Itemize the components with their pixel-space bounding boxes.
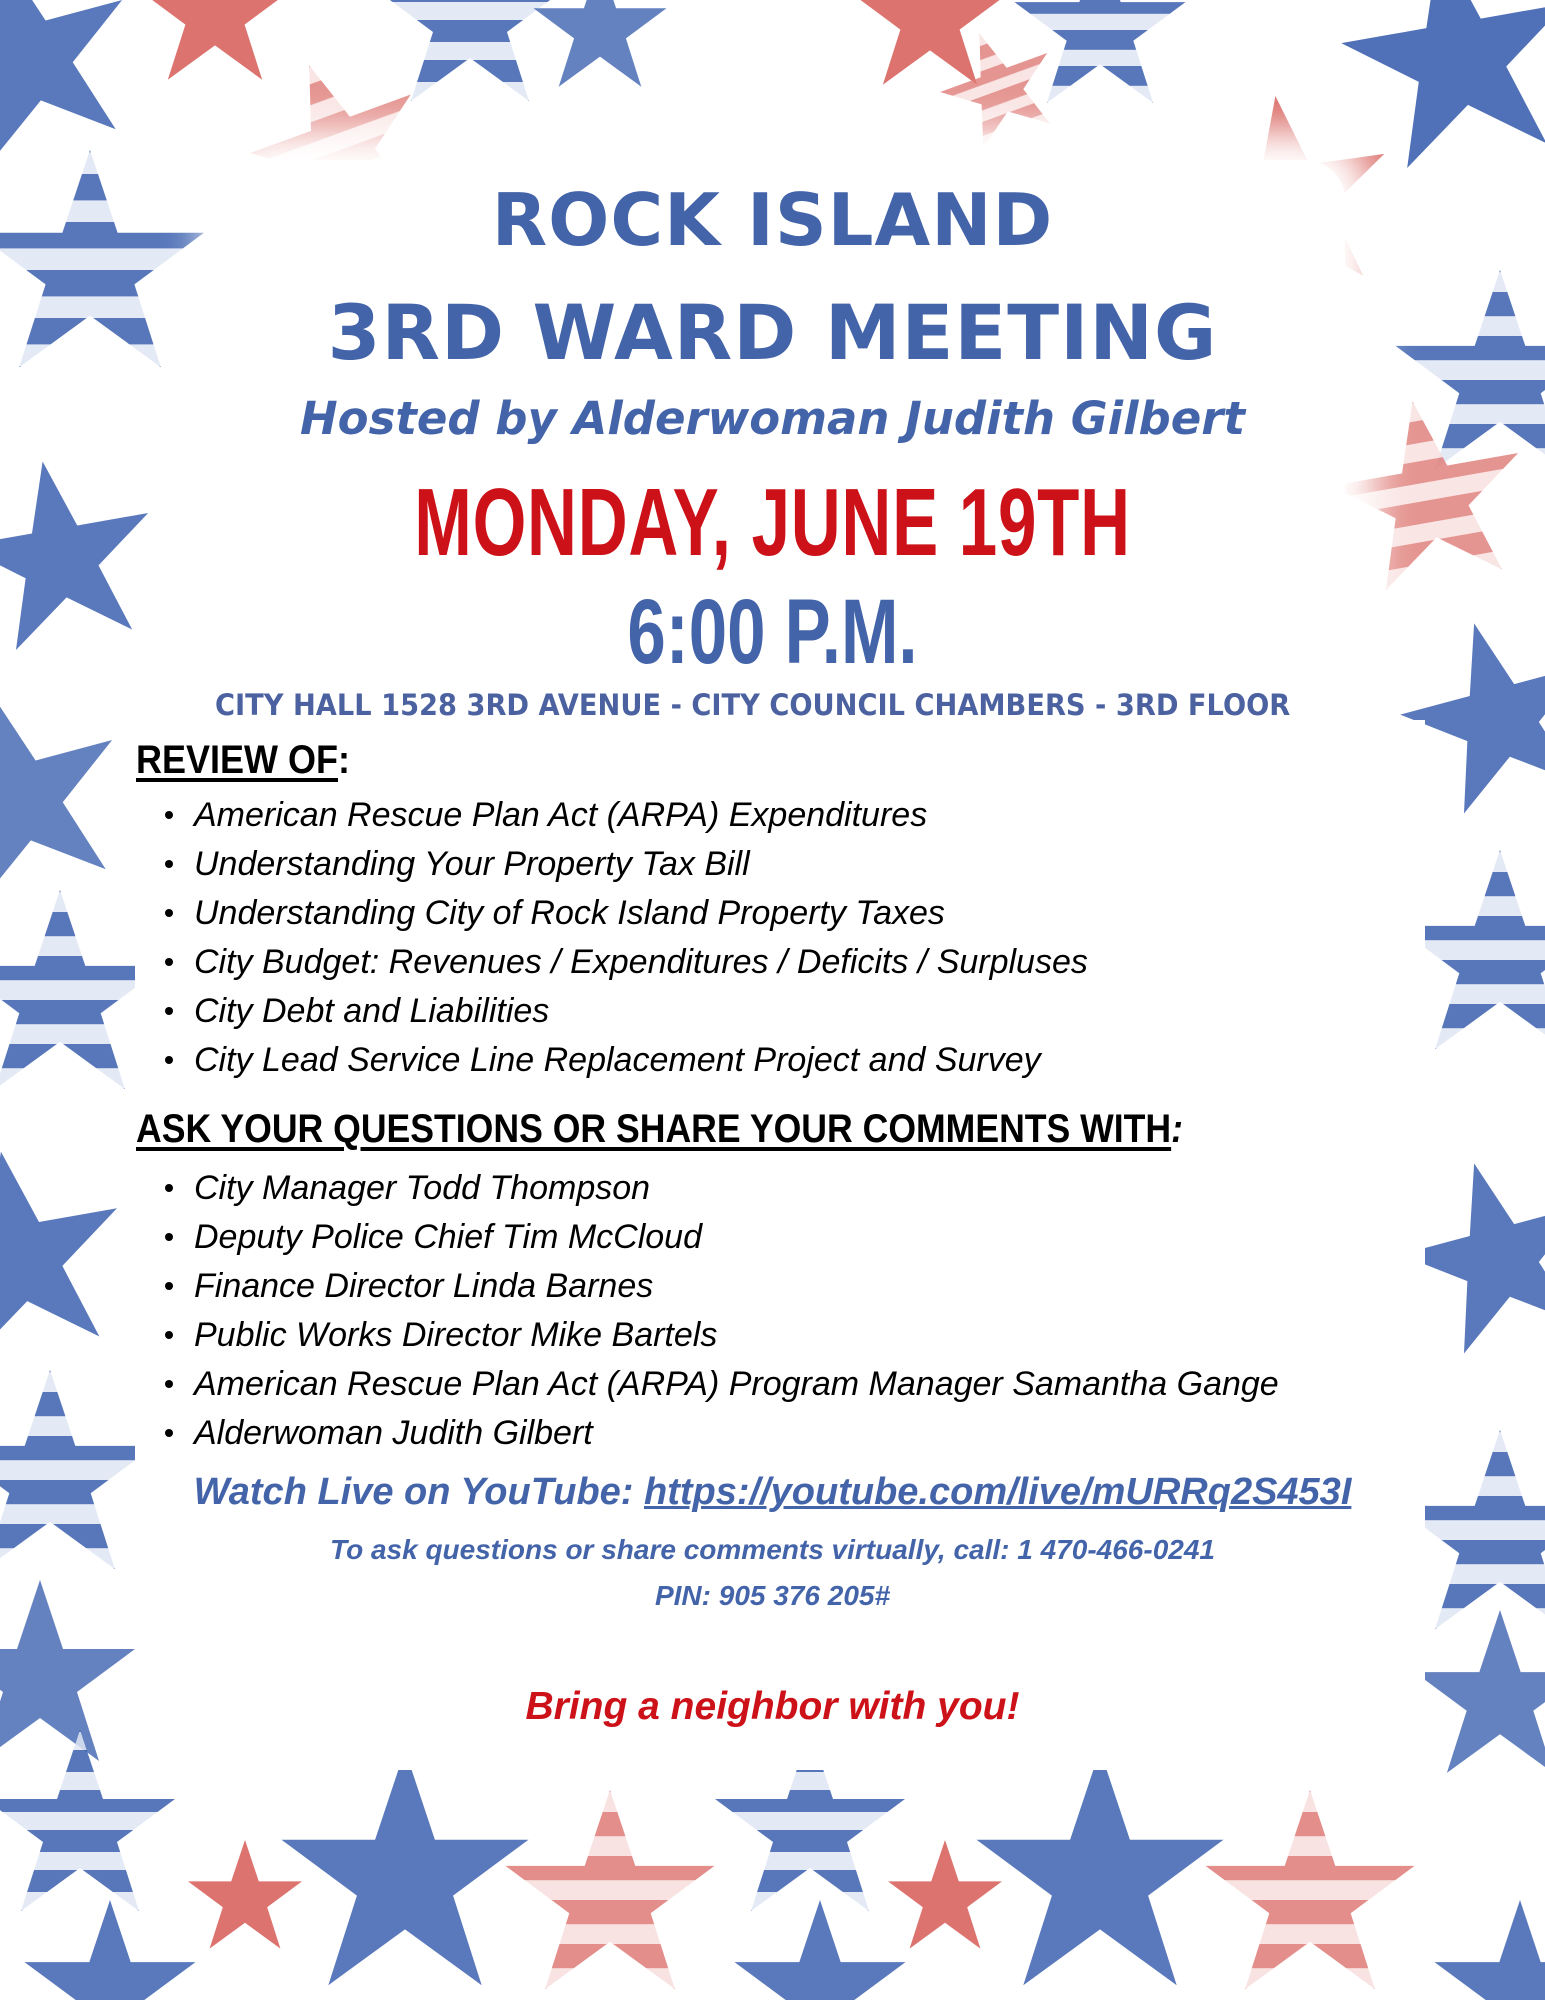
list-item (158, 1262, 1279, 1311)
list-item (158, 1164, 1279, 1213)
list-item-text: American Rescue Plan Act (ARPA) Expenditures (194, 796, 928, 834)
bullet-icon (165, 1429, 173, 1437)
bullet-icon (165, 1331, 173, 1339)
meeting-time: 6:00 P.M. (627, 581, 918, 683)
title-line-2: 3RD WARD MEETING (327, 288, 1218, 377)
list-item (158, 1311, 1279, 1360)
bullet-icon (165, 909, 173, 917)
bullet-icon (165, 811, 173, 819)
list-item (158, 791, 1088, 840)
officials-list (158, 1164, 1279, 1458)
list-item-text: City Lead Service Line Replacement Project and Survey (194, 1041, 1041, 1079)
list-item (158, 889, 1088, 938)
list-item-text: City Budget: Revenues / Expenditures / Deficits / Surpluses (194, 943, 1088, 981)
bullet-icon (165, 1007, 173, 1015)
list-item-text: Public Works Director Mike Bartels (194, 1316, 718, 1354)
bullet-icon (165, 1184, 173, 1192)
list-item-text: Deputy Police Chief Tim McCloud (194, 1218, 702, 1256)
bullet-icon (165, 1380, 173, 1388)
ask-heading (136, 1107, 1183, 1152)
call-in-pin: PIN: 905 376 205# (654, 1580, 891, 1611)
call-in-info: To ask questions or share comments virtually, call: 1 470-466-0241 (330, 1534, 1215, 1565)
list-item (158, 938, 1088, 987)
list-item-text: Alderwoman Judith Gilbert (194, 1414, 593, 1452)
list-item-text: City Debt and Liabilities (194, 992, 550, 1030)
list-item (158, 840, 1088, 889)
bullet-icon (165, 1056, 173, 1064)
list-item-text: City Manager Todd Thompson (194, 1169, 651, 1207)
bullet-icon (165, 1282, 173, 1290)
ask-heading-colon: : (1171, 1107, 1183, 1151)
list-item-text: Understanding Your Property Tax Bill (194, 845, 750, 883)
list-item (158, 987, 1088, 1036)
meeting-location: CITY HALL 1528 3RD AVENUE - CITY COUNCIL CHAMBERS - 3RD FLOOR (215, 688, 1291, 722)
host-subtitle: Hosted by Alderwoman Judith Gilbert (300, 392, 1245, 445)
meeting-date: MONDAY, JUNE 19TH (414, 469, 1131, 576)
bullet-icon (165, 958, 173, 966)
review-list (158, 791, 1088, 1085)
title-line-1: ROCK ISLAND (491, 178, 1054, 262)
review-heading-text: REVIEW OF (136, 738, 339, 782)
closing-message: Bring a neighbor with you! (525, 1685, 1020, 1728)
review-heading (136, 738, 350, 783)
livestream-label: Watch Live on YouTube: (193, 1471, 645, 1513)
bullet-icon (165, 1233, 173, 1241)
list-item (158, 1360, 1279, 1409)
list-item-text: American Rescue Plan Act (ARPA) Program Manager Samantha Gange (194, 1365, 1279, 1403)
list-item-text: Understanding City of Rock Island Property Taxes (194, 894, 945, 932)
youtube-link[interactable]: https://youtube.com/live/mURRq2S453I (644, 1471, 1352, 1513)
review-heading-colon: : (338, 738, 351, 782)
list-item (158, 1213, 1279, 1262)
ask-heading-text: ASK YOUR QUESTIONS OR SHARE YOUR COMMENTS WITH (136, 1107, 1172, 1151)
list-item (158, 1409, 1279, 1458)
bullet-icon (165, 860, 173, 868)
livestream-line (0, 1471, 1545, 1514)
list-item (158, 1036, 1088, 1085)
list-item-text: Finance Director Linda Barnes (194, 1267, 654, 1305)
